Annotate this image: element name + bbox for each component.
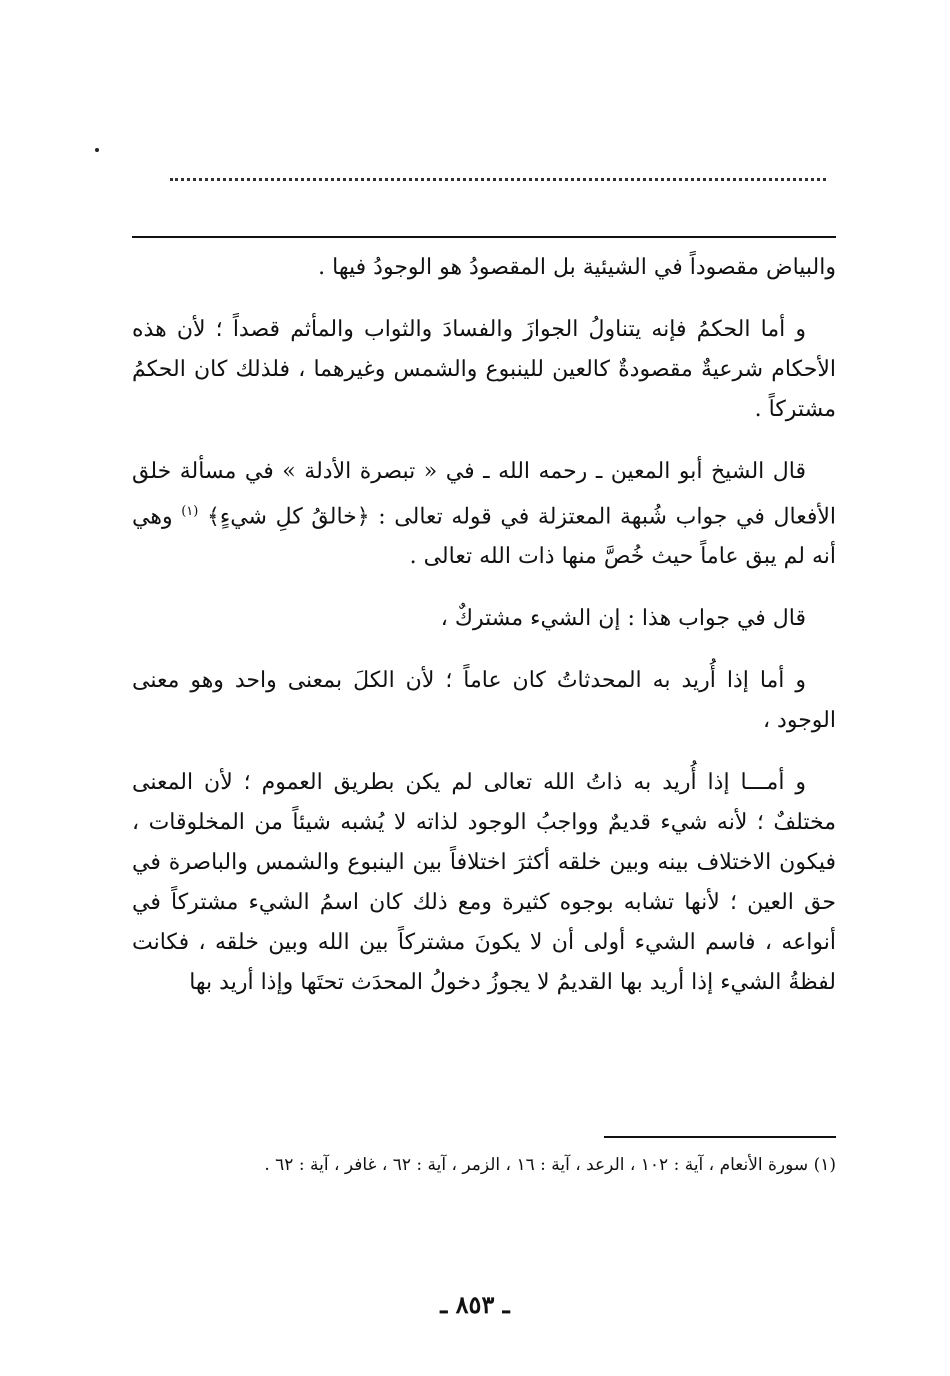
paragraph-4: قال في جواب هذا : إن الشيء مشتركٌ ،: [440, 606, 806, 632]
footnote: (١) سورة الأنعام ، آية : ١٠٢ ، الرعد ، آية : ١٦ ، الزمر ، آية : ٦٢ ، غافر ، آية : ٦٢ .: [264, 1155, 836, 1175]
paragraph-5: و أما إذا أُريد به المحدثاتُ كان عاماً ؛ لأن الكلَ بمعنى واحد وهو معنى الوجود ،: [132, 668, 836, 734]
paragraph-1: والبياض مقصوداً في الشيئية بل المقصودُ هو الوجودُ فيها .: [318, 255, 836, 280]
header-dotted-rule: [170, 178, 826, 181]
paragraph-3-tail: وهي أنه لم يبق عاماً حيث خُصَّ منها ذات الله تعالى .: [132, 504, 836, 570]
header-rule: [132, 236, 836, 238]
page-number: ـ ٨٥٣ ـ: [440, 1290, 510, 1319]
paragraph-2: و أما الحكمُ فإنه يتناولُ الجوازَ والفسادَ والثواب والمأثم قصداً ؛ لأن هذه الأحكام شرعيةٌ مقصودةٌ كالعين للينبوع والشمس وغيرهما ، فلذلك كان الحكمُ مشتركاً .: [132, 317, 836, 422]
footnote-rule: [604, 1136, 836, 1138]
paragraph-6: و أمـــا إذا أُريد به ذاتُ الله تعالى لم يكن بطريق العموم ؛ لأن المعنى مختلفٌ ؛ لأنه شيء قديمٌ وواجبُ الوجود لذاته لا يُشبه شيئاً من المخلوقات ، فيكون الاختلاف بينه وبين خلقه أكثرَ اختلافاً بين الينبوع والشمس والباصرة في حق العين ؛ لأنها تشابه بوجوه كثيرة ومع ذلك كان اسمُ الشيء مشتركاً في أنواعه ، فاسم الشيء أولى أن لا يكونَ مشتركاً بين الله وبين خلقه ، فكانت لفظةُ الشيء إذا أريد بها القديمُ لا يجوزُ دخولُ المحدَث تحتَها وإذا أريد بها: [132, 770, 836, 996]
body-text: [132, 248, 836, 1025]
footnote-reference: (١): [181, 504, 199, 519]
paragraph-3-text: قال الشيخ أبو المعين ـ رحمه الله ـ في « تبصرة الأدلة » في مسألة خلق الأفعال في جواب شُبهة المعتزلة في قوله تعالى : ﴿خالقُ كلِ شيءٍ﴾: [132, 459, 837, 530]
stray-mark: [95, 148, 99, 152]
paragraph-3: [132, 452, 836, 577]
